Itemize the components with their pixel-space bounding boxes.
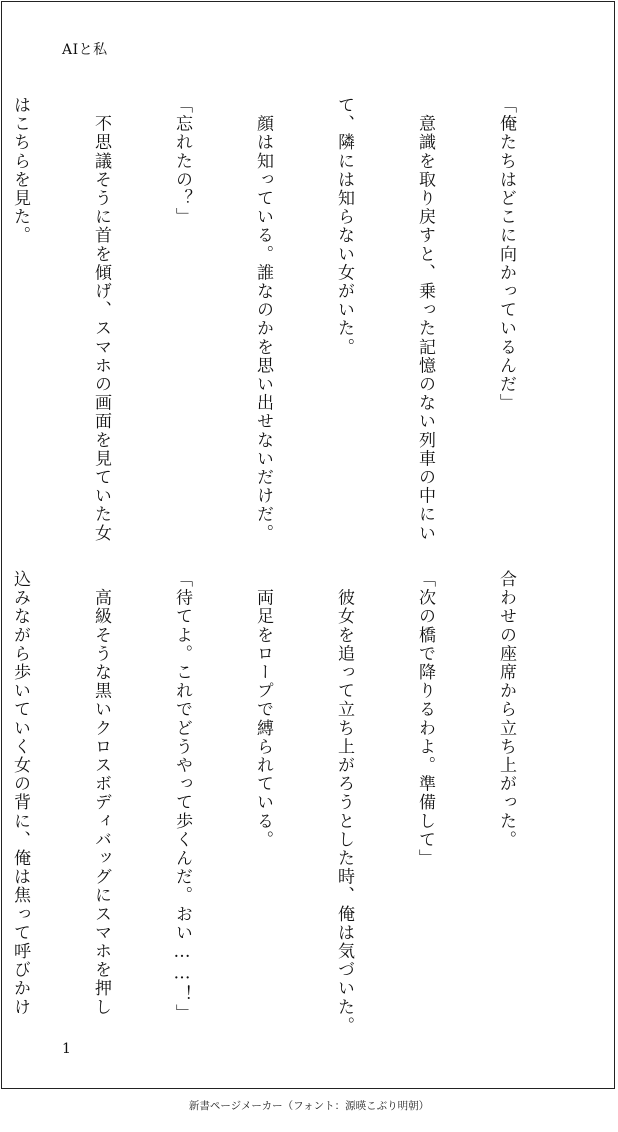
- text-line: 込みながら歩いていく女の背に、俺は焦って呼びかけ: [10, 570, 30, 1017]
- text-line: 「待てよ。これでどうやって歩くんだ。おい……！」: [172, 570, 192, 1023]
- text-line: はこちらを見た。: [10, 96, 30, 245]
- text-line: 合わせの座席から立ち上がった。: [496, 570, 516, 849]
- text-line: 彼女を追って立ち上がろうとした時、俺は気づいた。: [334, 570, 354, 1035]
- page-number: 1: [62, 1041, 71, 1057]
- text-line: 「次の橋で降りるわよ。準備して」: [415, 570, 435, 868]
- running-header-title: AIと私: [62, 42, 108, 58]
- text-line: 不思議そうに首を傾げ、スマホの画面を見ていた女: [91, 96, 111, 543]
- text-line: 高級そうな黒いクロスボディバッグにスマホを押し: [91, 570, 111, 1017]
- text-line: 「俺たちはどこに向かっているんだ」: [496, 96, 516, 413]
- text-line: 「忘れたの？」: [172, 96, 192, 227]
- footer-credit: 新書ページメーカー（フォント：源暎こぶり明朝）: [188, 1100, 430, 1112]
- text-line: て、隣には知らない女がいた。: [334, 96, 354, 357]
- text-line: 顔は知っている。誰なのかを思い出せないだけだ。: [253, 96, 273, 543]
- text-block-bottom: [10, 570, 573, 1035]
- text-block-top: [10, 96, 573, 543]
- text-line: 意識を取り戻すと、乗った記憶のない列車の中にい: [415, 96, 435, 543]
- page-frame: [1, 1, 615, 1089]
- text-line: 両足をロープで縛られている。: [253, 570, 273, 849]
